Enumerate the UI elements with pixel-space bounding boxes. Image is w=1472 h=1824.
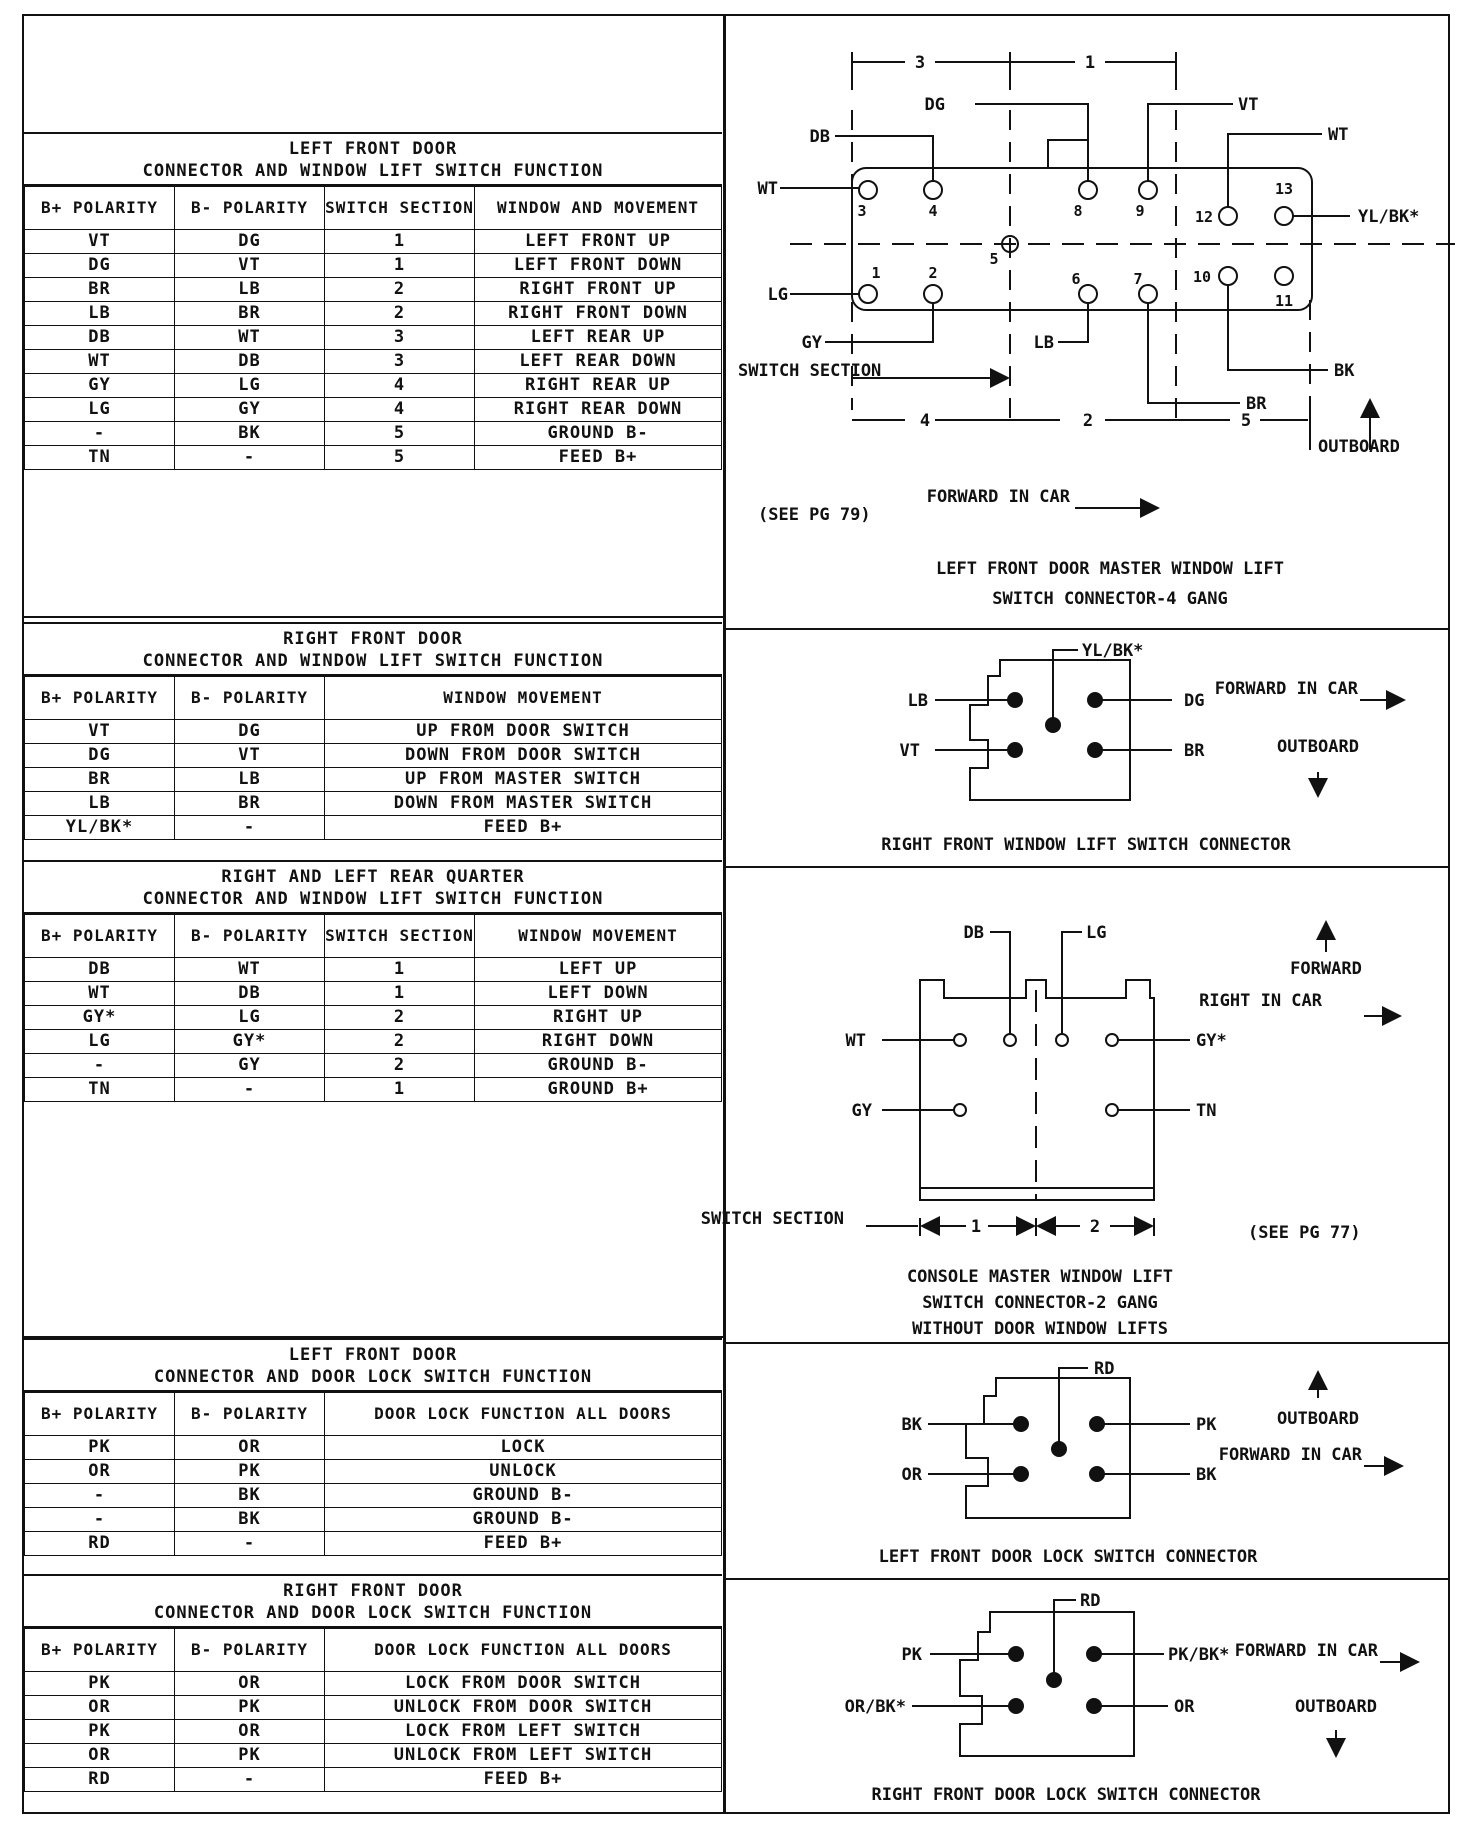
wire-label: YL/BK* [1082,641,1144,661]
table-cell: - [25,422,175,446]
table-cell: LOCK FROM LEFT SWITCH [325,1720,722,1744]
table-cell: DG [175,720,325,744]
table-cell: GROUND B- [325,1508,722,1532]
outboard-label: OUTBOARD [1277,1409,1359,1429]
table-title-line2: CONNECTOR AND WINDOW LIFT SWITCH FUNCTION [142,889,604,909]
table-cell: - [25,1054,175,1078]
table-title-line2: CONNECTOR AND WINDOW LIFT SWITCH FUNCTION [142,161,604,181]
table-cell: 2 [325,302,475,326]
wire-label: PK [901,1645,922,1665]
wire-label: LB [1033,333,1054,353]
table-cell: FEED B+ [325,1532,722,1556]
table-cell: PK [175,1696,325,1720]
wire-label: DB [963,923,984,943]
table-cell: - [25,1484,175,1508]
column-header: SWITCH SECTION [325,915,475,958]
dim-label: 2 [1089,1217,1101,1237]
table-cell: UNLOCK FROM LEFT SWITCH [325,1744,722,1768]
table-cell: LB [175,278,325,302]
table-cell: BK [175,422,325,446]
table-cell: GY [175,398,325,422]
table-cell: WT [25,982,175,1006]
table-cell: LG [25,1030,175,1054]
table-cell: OR [175,1720,325,1744]
table-cell: DOWN FROM MASTER SWITCH [325,792,722,816]
table-cell: OR [175,1436,325,1460]
table-cell: LEFT FRONT DOWN [475,254,722,278]
table-cell: 3 [325,326,475,350]
column-header: B- POLARITY [175,187,325,230]
pin-label: 12 [1194,208,1214,226]
table-cell: 5 [325,446,475,470]
switch-section-label: SWITCH SECTION [738,361,882,381]
table-cell: BR [25,278,175,302]
table-cell: UP FROM DOOR SWITCH [325,720,722,744]
table-cell: RD [25,1768,175,1792]
table-cell: BK [175,1508,325,1532]
wire-label: BK [901,1415,922,1435]
table-cell: - [175,1532,325,1556]
table-cell: OR [25,1696,175,1720]
wire-label: DB [809,127,830,147]
see-page-note: (SEE PG 79) [758,505,871,525]
dim-label: 3 [914,53,926,73]
wire-label: VT [899,741,920,761]
table-cell: DOWN FROM DOOR SWITCH [325,744,722,768]
table-cell: 1 [325,230,475,254]
forward-label: FORWARD IN CAR [1214,679,1358,699]
table-cell: GROUND B- [475,422,722,446]
table-cell: 5 [325,422,475,446]
table-cell: OR [25,1744,175,1768]
table-cell: TN [25,446,175,470]
table-cell: DB [175,982,325,1006]
column-header: B+ POLARITY [25,915,175,958]
table-cell: PK [25,1672,175,1696]
rf-lock-connector-diagram [912,1600,1418,1756]
switch-section-label: SWITCH SECTION [700,1209,844,1229]
table-cell: TN [25,1078,175,1102]
wire-label: RD [1080,1591,1101,1611]
see-page-note: (SEE PG 77) [1248,1223,1361,1243]
table-cell: GROUND B- [325,1484,722,1508]
table-title-line2: CONNECTOR AND DOOR LOCK SWITCH FUNCTION [153,1367,593,1387]
dim-label: 1 [1084,53,1096,73]
pin-label: 9 [1135,202,1145,220]
pin-label: 1 [871,264,881,282]
table-cell: LOCK [325,1436,722,1460]
wire-label: DG [924,95,945,115]
wire-label: BR [1246,394,1267,414]
forward-label: FORWARD IN CAR [1218,1445,1362,1465]
wire-label: PK [1196,1415,1217,1435]
table-cell: VT [175,744,325,768]
table-cell: 3 [325,350,475,374]
table-cell: - [175,1078,325,1102]
table-cell: UNLOCK FROM DOOR SWITCH [325,1696,722,1720]
column-header: WINDOW MOVEMENT [475,915,722,958]
table-cell: LG [175,1006,325,1030]
forward-label: FORWARD IN CAR [926,487,1070,507]
table-cell: LG [175,374,325,398]
table-cell: VT [25,720,175,744]
table-cell: FEED B+ [475,446,722,470]
column-header: B+ POLARITY [25,1393,175,1436]
wire-label: WT [757,179,778,199]
pin-label: 4 [928,202,938,220]
table-cell: RIGHT REAR DOWN [475,398,722,422]
table-cell: VT [175,254,325,278]
diagram-caption: RIGHT FRONT WINDOW LIFT SWITCH CONNECTOR [881,835,1291,855]
table-cell: PK [175,1744,325,1768]
pin-label: 3 [857,202,867,220]
dim-label: 4 [919,411,931,431]
table-cell: 1 [325,1078,475,1102]
wire-label: OR/BK* [844,1697,906,1717]
table-cell: DG [25,744,175,768]
wire-label: RD [1094,1359,1115,1379]
dim-label: 1 [970,1217,982,1237]
table-cell: BR [175,792,325,816]
table-cell: - [175,1768,325,1792]
table-cell: WT [175,326,325,350]
wire-label: VT [1238,95,1259,115]
table-cell: LEFT UP [475,958,722,982]
table-cell: OR [175,1672,325,1696]
table-cell: RD [25,1532,175,1556]
wire-label: BR [1184,741,1205,761]
wire-label: GY* [1196,1031,1227,1051]
table-cell: GY* [25,1006,175,1030]
column-header: B- POLARITY [175,915,325,958]
diagram-caption: SWITCH CONNECTOR-4 GANG [992,589,1228,609]
diagram-caption: LEFT FRONT DOOR LOCK SWITCH CONNECTOR [878,1547,1258,1567]
table-cell: PK [25,1720,175,1744]
table-cell: - [175,816,325,840]
pin-label: 2 [928,264,938,282]
table-cell: GY* [175,1030,325,1054]
dim-label: 2 [1082,411,1094,431]
wire-label: BK [1196,1465,1217,1485]
column-header: B- POLARITY [175,1393,325,1436]
wire-label: OR [1174,1697,1195,1717]
table-cell: WT [25,350,175,374]
diagram-caption: SWITCH CONNECTOR-2 GANG [922,1293,1158,1313]
forward-label: FORWARD IN CAR [1234,1641,1378,1661]
diagram-caption: LEFT FRONT DOOR MASTER WINDOW LIFT [936,559,1284,579]
pin-label: 10 [1192,268,1212,286]
column-header: B- POLARITY [175,1629,325,1672]
table-cell: PK [25,1436,175,1460]
table-cell: 2 [325,278,475,302]
rf-window-connector-labels [881,641,1359,855]
console-2-gang-labels [701,923,1362,1339]
table-cell: GY [25,374,175,398]
table-cell: LG [25,398,175,422]
table-cell: RIGHT UP [475,1006,722,1030]
pin-label: 11 [1274,292,1294,310]
column-header: B+ POLARITY [25,1629,175,1672]
table-cell: 2 [325,1006,475,1030]
column-header: B+ POLARITY [25,677,175,720]
right-in-car-label: RIGHT IN CAR [1199,991,1322,1011]
wire-label: LG [767,285,788,305]
column-header: WINDOW AND MOVEMENT [475,187,722,230]
pin-label: 13 [1274,180,1294,198]
table-cell: LB [25,302,175,326]
table-cell: GROUND B+ [475,1078,722,1102]
diagram-caption: WITHOUT DOOR WINDOW LIFTS [912,1319,1168,1339]
table-cell: LEFT DOWN [475,982,722,1006]
table-cell: 2 [325,1054,475,1078]
wire-label: LB [907,691,928,711]
table-cell: LEFT REAR DOWN [475,350,722,374]
column-header: B- POLARITY [175,677,325,720]
table-title-line1: RIGHT FRONT DOOR [283,629,463,649]
pin-label: 6 [1071,270,1081,288]
column-header: DOOR LOCK FUNCTION ALL DOORS [325,1393,722,1436]
table-cell: 1 [325,254,475,278]
lf-lock-connector-diagram [928,1368,1402,1518]
wire-label: TN [1196,1101,1217,1121]
table-cell: RIGHT FRONT DOWN [475,302,722,326]
table-cell: OR [25,1460,175,1484]
dim-label: 5 [1240,411,1252,431]
table-cell: LB [175,768,325,792]
table-cell: DB [175,350,325,374]
table-title-line1: LEFT FRONT DOOR [288,139,458,159]
table-cell: RIGHT FRONT UP [475,278,722,302]
wire-label: PK/BK* [1168,1645,1230,1665]
table-cell: GROUND B- [475,1054,722,1078]
wire-label: YL/BK* [1358,207,1420,227]
table-cell: LEFT REAR UP [475,326,722,350]
wire-label: GY [851,1101,872,1121]
table-cell: DG [25,254,175,278]
column-header: WINDOW MOVEMENT [325,677,722,720]
outboard-label: OUTBOARD [1277,737,1359,757]
table-cell: FEED B+ [325,1768,722,1792]
table-title-line2: CONNECTOR AND DOOR LOCK SWITCH FUNCTION [153,1603,593,1623]
table-cell: PK [175,1460,325,1484]
table-cell: BR [175,302,325,326]
outboard-label: OUTBOARD [1318,437,1400,457]
table-cell: 1 [325,958,475,982]
wire-label: LG [1086,923,1107,943]
table-cell: LB [25,792,175,816]
column-header: DOOR LOCK FUNCTION ALL DOORS [325,1629,722,1672]
table-cell: 2 [325,1030,475,1054]
table-cell: 4 [325,398,475,422]
wire-label: GY [801,333,822,353]
table-title-line1: RIGHT AND LEFT REAR QUARTER [221,867,525,887]
rf-lock-connector-labels [845,1591,1379,1805]
wire-label: WT [1328,125,1349,145]
table-title-line1: LEFT FRONT DOOR [288,1345,458,1365]
table-cell: RIGHT DOWN [475,1030,722,1054]
wire-label: DG [1184,691,1205,711]
table-cell: DG [175,230,325,254]
table-cell: - [175,446,325,470]
table-cell: FEED B+ [325,816,722,840]
table-cell: LOCK FROM DOOR SWITCH [325,1672,722,1696]
pin-label: 8 [1073,202,1083,220]
column-header: B+ POLARITY [25,187,175,230]
pin-label: 5 [989,250,999,268]
wire-label: OR [901,1465,922,1485]
table-cell: GY [175,1054,325,1078]
rf-window-connector-diagram [935,650,1404,800]
table-cell: YL/BK* [25,816,175,840]
wire-label: BK [1334,361,1355,381]
diagram-caption: CONSOLE MASTER WINDOW LIFT [906,1267,1174,1287]
column-header: SWITCH SECTION [325,187,475,230]
wire-label: WT [845,1031,866,1051]
table-cell: RIGHT REAR UP [475,374,722,398]
diagram-caption: RIGHT FRONT DOOR LOCK SWITCH CONNECTOR [871,1785,1261,1805]
table-cell: - [25,1508,175,1532]
forward-label: FORWARD [1290,959,1362,979]
table-cell: LEFT FRONT UP [475,230,722,254]
table-title-line1: RIGHT FRONT DOOR [283,1581,463,1601]
table-cell: 4 [325,374,475,398]
table-cell: 1 [325,982,475,1006]
table-cell: UNLOCK [325,1460,722,1484]
table-cell: DB [25,326,175,350]
table-cell: BR [25,768,175,792]
lf-lock-connector-labels [879,1359,1363,1567]
pin-label: 7 [1133,270,1143,288]
table-cell: DB [25,958,175,982]
table-cell: WT [175,958,325,982]
table-title-line2: CONNECTOR AND WINDOW LIFT SWITCH FUNCTION [142,651,604,671]
table-cell: BK [175,1484,325,1508]
outboard-label: OUTBOARD [1295,1697,1377,1717]
table-cell: VT [25,230,175,254]
table-cell: UP FROM MASTER SWITCH [325,768,722,792]
